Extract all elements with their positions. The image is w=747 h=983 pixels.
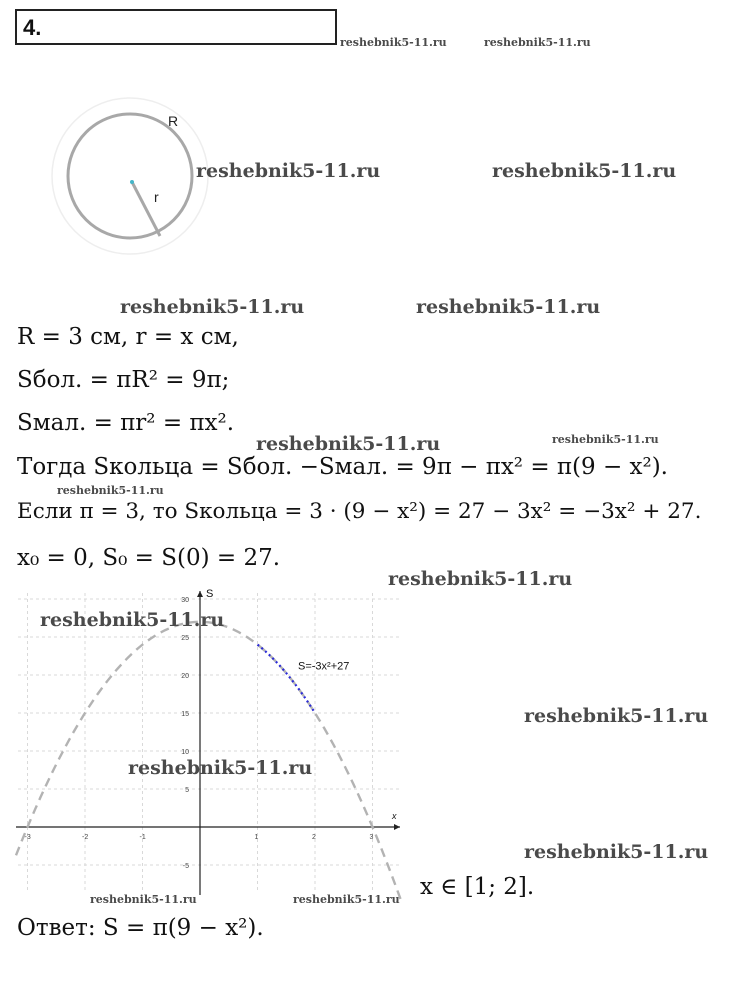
formula-line-3: Sмал. = πr² = πx². xyxy=(17,410,235,436)
parabola-chart xyxy=(10,585,410,900)
watermark: reshebnik5-11.ru xyxy=(57,484,164,497)
watermark: reshebnik5-11.ru xyxy=(524,705,709,727)
y-tick-label: 20 xyxy=(181,673,189,680)
x-tick-label: -1 xyxy=(139,834,146,841)
watermark: reshebnik5-11.ru xyxy=(40,609,225,631)
x-tick-label: 1 xyxy=(254,834,259,841)
y-tick-label: 10 xyxy=(181,749,189,756)
y-tick-label: 30 xyxy=(181,597,189,604)
center-point xyxy=(130,180,134,184)
y-tick-label: -5 xyxy=(182,863,189,870)
chart-tick-labels xyxy=(25,597,374,870)
x-axis-arrow xyxy=(394,824,400,830)
watermark: reshebnik5-11.ru xyxy=(90,893,197,906)
x-tick-label: -2 xyxy=(82,834,89,841)
watermark: reshebnik5-11.ru xyxy=(196,160,381,182)
series-label: S=-3x²+27 xyxy=(298,660,350,673)
formula-line-2: Sбол. = πR² = 9π; xyxy=(17,367,230,393)
watermark: reshebnik5-11.ru xyxy=(388,568,573,590)
y-tick-label: 25 xyxy=(181,635,189,642)
answer-line: Ответ: S = π(9 − x²). xyxy=(17,915,264,941)
task-number: 4. xyxy=(23,15,42,40)
formula-line-1: R = 3 см, r = x см, xyxy=(17,324,239,350)
formula-line-4: Тогда Sкольца = Sбол. −Sмал. = 9π − πx² = π(9 − x²). xyxy=(17,454,668,480)
watermark: reshebnik5-11.ru xyxy=(492,160,677,182)
series-line-domain-segment xyxy=(258,645,316,713)
watermark: reshebnik5-11.ru xyxy=(524,841,709,863)
x-tick-label: 3 xyxy=(369,834,374,841)
x-axis-label: x xyxy=(392,811,397,821)
watermark: reshebnik5-11.ru xyxy=(120,296,305,318)
chart-grid xyxy=(18,593,402,893)
formula-line-6: x₀ = 0, S₀ = S(0) = 27. xyxy=(17,545,281,571)
watermark: reshebnik5-11.ru xyxy=(416,296,601,318)
label-R: R xyxy=(168,113,179,129)
watermark: reshebnik5-11.ru xyxy=(256,433,441,455)
watermark: reshebnik5-11.ru xyxy=(128,757,313,779)
watermark: reshebnik5-11.ru xyxy=(484,36,591,49)
domain-text: x ∈ [1; 2]. xyxy=(420,874,535,900)
watermark: reshebnik5-11.ru xyxy=(340,36,447,49)
y-tick-label: 15 xyxy=(181,711,189,718)
y-tick-label: 5 xyxy=(185,787,189,794)
watermark: reshebnik5-11.ru xyxy=(293,893,400,906)
label-r: r xyxy=(154,189,159,205)
watermark: reshebnik5-11.ru xyxy=(552,433,659,446)
x-tick-label: -3 xyxy=(24,834,31,841)
outer-circle-faint xyxy=(52,98,208,254)
outer-circle xyxy=(68,114,192,238)
y-axis-arrow xyxy=(197,591,203,597)
formula-line-5: Если π = 3, то Sкольца = 3 · (9 − x²) = 27 − 3x² = −3x² + 27. xyxy=(17,499,702,524)
task-header-box xyxy=(15,9,337,45)
y-axis-label: S xyxy=(206,588,214,600)
x-tick-label: 2 xyxy=(312,834,316,841)
